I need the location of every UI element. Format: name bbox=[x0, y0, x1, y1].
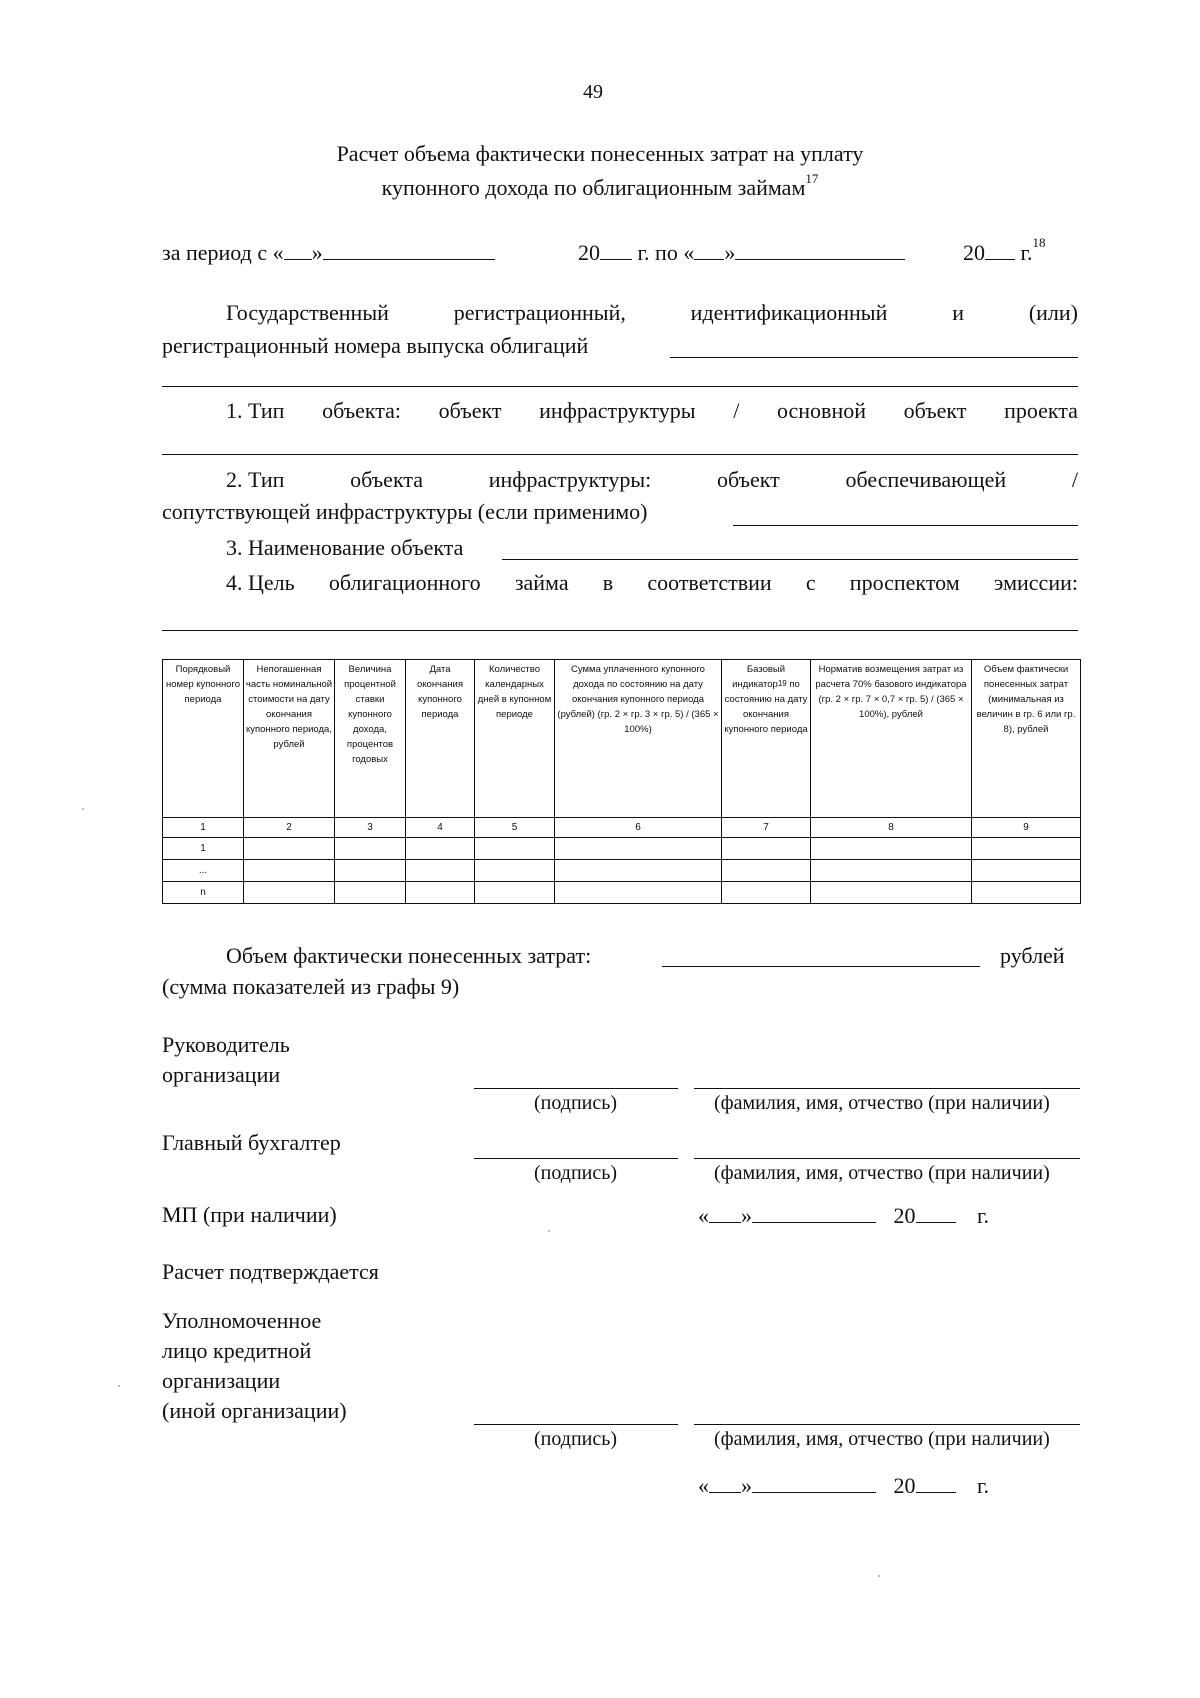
period-prefix: за период с « bbox=[162, 240, 284, 265]
period-footnote: 18 bbox=[1032, 235, 1046, 250]
item-1 bbox=[226, 398, 1078, 424]
total-amount-field[interactable] bbox=[662, 966, 980, 967]
authorized-line-2: лицо кредитной bbox=[162, 1338, 312, 1363]
registration-number-field-2[interactable] bbox=[162, 386, 1078, 387]
item1-word-1: 1. Тип bbox=[226, 398, 285, 423]
date2-open-quote: « bbox=[698, 1473, 709, 1498]
title-line-2-text: купонного дохода по облигационным займам bbox=[381, 175, 806, 200]
title-line-2 bbox=[0, 171, 1200, 201]
period-year2-prefix: 20 bbox=[963, 240, 985, 265]
date1-close-quote: » bbox=[741, 1203, 752, 1228]
item-1-field[interactable] bbox=[162, 454, 1078, 455]
scan-speck bbox=[548, 1230, 550, 1232]
period-close-quote-1: » bbox=[311, 240, 323, 265]
table-cell[interactable] bbox=[335, 882, 406, 904]
registration-line-1 bbox=[226, 300, 1078, 326]
header-col-8: Норматив возмещения затрат из расчета 70% базового индикатора (гр. 2 × гр. 7 × 0,7 × гр. 5) / (365 × 100%), рублей bbox=[811, 660, 972, 818]
head-label-line-2: организации bbox=[162, 1062, 281, 1087]
item1-word-6: основной bbox=[776, 398, 866, 423]
total-note: (сумма показателей из графы 9) bbox=[162, 974, 460, 999]
date-line-2 bbox=[698, 1472, 989, 1499]
item1-word-4: инфраструктуры bbox=[539, 398, 696, 423]
accountant-fio-caption: (фамилия, имя, отчество (при наличии) bbox=[714, 1162, 1050, 1184]
period-year-from bbox=[578, 239, 905, 266]
column-number: 9 bbox=[972, 818, 1081, 838]
date1-suffix: г. bbox=[977, 1203, 990, 1228]
table-cell[interactable] bbox=[244, 882, 335, 904]
item-2-field[interactable] bbox=[733, 525, 1078, 526]
item-3-field[interactable] bbox=[502, 559, 1078, 560]
table-cell[interactable] bbox=[475, 860, 555, 882]
row-label: n bbox=[163, 882, 244, 904]
table-cell[interactable] bbox=[475, 882, 555, 904]
date2-month-field[interactable] bbox=[752, 1472, 876, 1493]
reg-word-5: (или) bbox=[1028, 300, 1078, 325]
item4-word-2: облигационного bbox=[328, 570, 481, 595]
item-3: 3. Наименование объекта bbox=[226, 535, 464, 560]
date1-month-field[interactable] bbox=[752, 1202, 876, 1223]
table-cell[interactable] bbox=[555, 838, 722, 860]
table-cell[interactable] bbox=[406, 860, 475, 882]
item1-word-2: объекта: bbox=[322, 398, 402, 423]
item2-word-4: объект bbox=[716, 467, 780, 492]
item4-word-5: соответствии bbox=[647, 570, 772, 595]
table-cell[interactable] bbox=[475, 838, 555, 860]
header-col-4: Дата окончания купонного периода bbox=[406, 660, 475, 818]
confirmed-label: Расчет подтверждается bbox=[162, 1259, 379, 1284]
date-line-1 bbox=[698, 1202, 989, 1229]
total-label: Объем фактически понесенных затрат: bbox=[226, 943, 592, 968]
page-number: 49 bbox=[583, 81, 603, 103]
head-signature-field[interactable] bbox=[474, 1088, 678, 1089]
head-signature-caption: (подпись) bbox=[534, 1092, 618, 1114]
column-number: 7 bbox=[722, 818, 811, 838]
table-row bbox=[163, 860, 1081, 882]
table-cell[interactable] bbox=[972, 882, 1081, 904]
period-day-to-field[interactable] bbox=[694, 239, 724, 260]
date1-day-field[interactable] bbox=[709, 1202, 741, 1223]
period-year-to-field[interactable] bbox=[985, 239, 1015, 260]
head-fio-caption: (фамилия, имя, отчество (при наличии) bbox=[714, 1092, 1050, 1114]
header-col-6: Сумма уплаченного купонного дохода по состоянию на дату окончания купонного периода (рублей) (гр. 2 × гр. 3 × гр. 5) / (365 × 100%) bbox=[555, 660, 722, 818]
table-cell[interactable] bbox=[335, 860, 406, 882]
table-cell[interactable] bbox=[722, 838, 811, 860]
authorized-line-4: (иной организации) bbox=[162, 1398, 347, 1423]
column-number: 2 bbox=[244, 818, 335, 838]
chief-accountant-label: Главный бухгалтер bbox=[162, 1130, 341, 1155]
period-month-from-field[interactable] bbox=[323, 239, 495, 260]
item2-word-2: объекта bbox=[350, 467, 423, 492]
table-row bbox=[163, 882, 1081, 904]
accountant-fio-field[interactable] bbox=[694, 1158, 1080, 1159]
period-year-from-field[interactable] bbox=[600, 239, 632, 260]
title-line-1: Расчет объема фактически понесенных затрат на уплату bbox=[336, 141, 864, 166]
column-number-row bbox=[163, 818, 1081, 838]
period-year-to bbox=[963, 235, 1046, 266]
table-cell[interactable] bbox=[722, 860, 811, 882]
table-cell[interactable] bbox=[244, 860, 335, 882]
item4-word-8: эмиссии: bbox=[993, 570, 1078, 595]
date1-year-field[interactable] bbox=[916, 1202, 956, 1223]
date2-suffix: г. bbox=[977, 1473, 990, 1498]
item2-word-1: 2. Тип bbox=[226, 467, 285, 492]
table-cell[interactable] bbox=[811, 882, 972, 904]
item1-word-7: объект bbox=[903, 398, 967, 423]
item4-word-6: с bbox=[805, 570, 816, 595]
item-4-field[interactable] bbox=[162, 630, 1078, 631]
period-close-quote-2: » bbox=[724, 240, 736, 265]
reg-word-1: Государственный bbox=[226, 300, 389, 325]
period-year2-suffix: г. bbox=[1020, 240, 1033, 265]
table-cell[interactable] bbox=[811, 860, 972, 882]
header-col-7 bbox=[722, 660, 811, 818]
accountant-signature-field[interactable] bbox=[474, 1158, 678, 1159]
table-cell[interactable] bbox=[811, 838, 972, 860]
item-2-line-2: сопутствующей инфраструктуры (если применимо) bbox=[162, 499, 648, 524]
header-col-2: Непогашенная часть номинальной стоимости на дату окончания купонного периода, рублей bbox=[244, 660, 335, 818]
period-day-from-field[interactable] bbox=[284, 239, 312, 260]
table-cell[interactable] bbox=[972, 860, 1081, 882]
column-number: 5 bbox=[475, 818, 555, 838]
registration-number-field[interactable] bbox=[670, 357, 1078, 358]
reg-word-2: регистрационный, bbox=[453, 300, 626, 325]
item1-word-8: проекта bbox=[1004, 398, 1078, 423]
header-col-3: Величина процентной ставки купонного дохода, процентов годовых bbox=[335, 660, 406, 818]
column-number: 4 bbox=[406, 818, 475, 838]
registration-line-2: регистрационный номера выпуска облигаций bbox=[162, 333, 589, 358]
period-month-to-field[interactable] bbox=[735, 239, 905, 260]
header-col-7-footnote: 19 bbox=[777, 679, 787, 688]
period-to-label: г. по « bbox=[637, 240, 695, 265]
authorized-fio-field[interactable] bbox=[694, 1424, 1080, 1425]
header-col-7-title: Базовый индикатор bbox=[732, 664, 786, 690]
date2-day-field[interactable] bbox=[709, 1472, 741, 1493]
period-year-prefix: 20 bbox=[578, 240, 600, 265]
table-cell[interactable] bbox=[406, 838, 475, 860]
header-col-7-rest: по состоянию на дату окончания купонного периода bbox=[724, 679, 808, 735]
total-unit: рублей bbox=[1000, 943, 1065, 968]
date1-open-quote: « bbox=[698, 1203, 709, 1228]
title-footnote: 17 bbox=[805, 171, 819, 186]
table-cell[interactable] bbox=[335, 838, 406, 860]
header-col-9: Объем фактически понесенных затрат (минимальная из величин в гр. 6 или гр. 8), рублей bbox=[972, 660, 1081, 818]
period-line bbox=[162, 239, 495, 266]
reg-word-3: идентификационный bbox=[690, 300, 888, 325]
head-label-line-1: Руководитель bbox=[162, 1032, 290, 1057]
table-cell[interactable] bbox=[555, 860, 722, 882]
scan-speck bbox=[878, 1575, 880, 1577]
column-number: 1 bbox=[163, 818, 244, 838]
item2-word-5: обеспечивающей bbox=[845, 467, 1007, 492]
date2-year-field[interactable] bbox=[916, 1472, 956, 1493]
item-4 bbox=[226, 570, 1078, 596]
item1-word-5: / bbox=[733, 398, 740, 423]
row-label: ... bbox=[163, 860, 244, 882]
head-fio-field[interactable] bbox=[694, 1088, 1080, 1089]
header-col-1: Порядковый номер купонного периода bbox=[163, 660, 244, 818]
table-cell[interactable] bbox=[972, 838, 1081, 860]
authorized-line-1: Уполномоченное bbox=[162, 1308, 322, 1333]
item1-word-3: объект bbox=[438, 398, 502, 423]
item4-word-1: 4. Цель bbox=[226, 570, 295, 595]
scan-speck bbox=[82, 808, 84, 810]
item2-word-3: инфраструктуры: bbox=[488, 467, 652, 492]
authorized-signature-field[interactable] bbox=[474, 1424, 678, 1425]
table-row bbox=[163, 838, 1081, 860]
date1-year-prefix: 20 bbox=[893, 1203, 916, 1228]
reg-word-4: и bbox=[952, 300, 964, 325]
date2-close-quote: » bbox=[741, 1473, 752, 1498]
column-number: 3 bbox=[335, 818, 406, 838]
column-number: 6 bbox=[555, 818, 722, 838]
calculation-table bbox=[162, 659, 1081, 904]
item-2 bbox=[226, 467, 1078, 493]
authorized-signature-caption: (подпись) bbox=[534, 1428, 618, 1450]
table-cell[interactable] bbox=[244, 838, 335, 860]
accountant-signature-caption: (подпись) bbox=[534, 1162, 618, 1184]
stamp-label: МП (при наличии) bbox=[162, 1202, 337, 1227]
item4-word-4: в bbox=[602, 570, 614, 595]
table-header-row bbox=[163, 660, 1081, 818]
date2-year-prefix: 20 bbox=[893, 1473, 916, 1498]
header-col-5: Количество календарных дней в купонном периоде bbox=[475, 660, 555, 818]
scan-speck bbox=[118, 1385, 120, 1387]
table-cell[interactable] bbox=[406, 882, 475, 904]
item2-word-6: / bbox=[1071, 467, 1078, 492]
authorized-fio-caption: (фамилия, имя, отчество (при наличии) bbox=[714, 1428, 1050, 1450]
authorized-line-3: организации bbox=[162, 1368, 281, 1393]
item4-word-3: займа bbox=[514, 570, 569, 595]
item4-word-7: проспектом bbox=[849, 570, 960, 595]
row-label: 1 bbox=[163, 838, 244, 860]
column-number: 8 bbox=[811, 818, 972, 838]
table-cell[interactable] bbox=[555, 882, 722, 904]
table-cell[interactable] bbox=[722, 882, 811, 904]
